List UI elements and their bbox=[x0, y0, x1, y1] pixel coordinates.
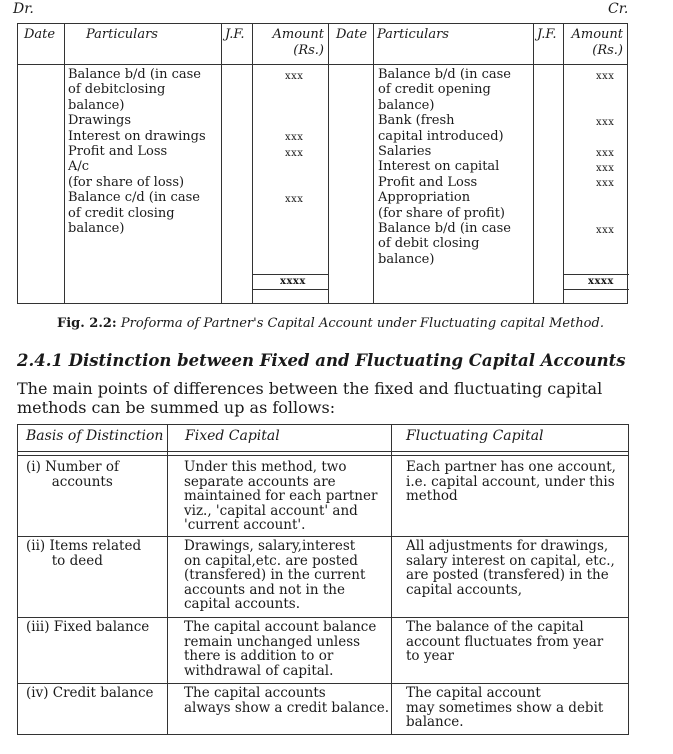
row-fixed-capital: Drawings, salary,interest on capital,etc. are posted (transfered) in the current accounts and not in the capital accounts. bbox=[184, 538, 366, 613]
row-fixed-capital: The capital account balance remain unchanged unless there is addition to or withdrawal of capital. bbox=[184, 619, 377, 679]
debit-amount: xxx bbox=[285, 148, 304, 159]
header-date-credit: Date bbox=[336, 27, 368, 42]
credit-amount: xxx bbox=[596, 117, 615, 128]
debit-total: xxxx bbox=[280, 276, 306, 287]
debit-amount: xxx bbox=[285, 71, 304, 82]
header-date-debit: Date bbox=[24, 27, 56, 42]
row-fixed-capital: Under this method, two separate accounts are maintained for each partner viz., 'capital account' and 'current account'. bbox=[184, 459, 378, 534]
header-particulars-credit: Particulars bbox=[377, 27, 449, 42]
header-jf-credit: J.F. bbox=[537, 27, 557, 42]
header-particulars-debit: Particulars bbox=[86, 27, 158, 42]
row-fluctuating-capital: The balance of the capital account fluctuates from year to year bbox=[406, 619, 604, 665]
row-basis: (i) Number of accounts bbox=[26, 459, 119, 490]
row-basis: (ii) Items related to deed bbox=[26, 538, 142, 569]
header-jf-debit: J.F. bbox=[225, 27, 245, 42]
row-basis: (iii) Fixed balance bbox=[26, 619, 150, 635]
section-intro: The main points of differences between the fixed and fluctuating capital methods can be summed up as follows: bbox=[17, 379, 603, 417]
credit-amount: xxx bbox=[596, 148, 615, 159]
row-fluctuating-capital: All adjustments for drawings, salary interest on capital, etc., are posted (transfered) in the capital accounts, bbox=[406, 538, 615, 598]
debit-particulars: Balance b/d (in case of debitclosing balance) Drawings Interest on drawings Profit and Loss A/c (for share of loss) Balance c/d (in case of credit closing balance) bbox=[68, 67, 206, 237]
credit-total: xxxx bbox=[588, 276, 614, 287]
capital-account-ledger bbox=[17, 23, 628, 304]
header-amount-credit: Amount (Rs.) bbox=[571, 27, 623, 58]
credit-label: Cr. bbox=[608, 1, 629, 17]
row-fluctuating-capital: The capital account may sometimes show a debit balance. bbox=[406, 685, 604, 731]
debit-label: Dr. bbox=[13, 1, 34, 17]
distinction-table bbox=[17, 424, 629, 735]
debit-amount: xxx bbox=[285, 132, 304, 143]
section-heading: 2.4.1 Distinction between Fixed and Fluctuating Capital Accounts bbox=[17, 351, 626, 370]
header-fixed: Fixed Capital bbox=[185, 428, 280, 444]
row-fixed-capital: The capital accounts always show a credit balance. bbox=[184, 685, 390, 716]
credit-amount: xxx bbox=[596, 178, 615, 189]
header-amount-debit: Amount (Rs.) bbox=[272, 27, 324, 58]
header-fluctuating: Fluctuating Capital bbox=[406, 428, 544, 444]
row-fluctuating-capital: Each partner has one account, i.e. capital account, under this method bbox=[406, 459, 616, 505]
credit-amount: xxx bbox=[596, 71, 615, 82]
credit-amount: xxx bbox=[596, 163, 615, 174]
debit-amount: xxx bbox=[285, 194, 304, 205]
header-basis: Basis of Distinction bbox=[26, 428, 164, 444]
credit-amount: xxx bbox=[596, 225, 615, 236]
figure-caption: Fig. 2.2: Proforma of Partner's Capital Account under Fluctuating capital Method. bbox=[57, 316, 604, 331]
credit-particulars: Balance b/d (in case of credit opening balance) Bank (fresh capital introduced) Salaries Interest on capital Profit and Loss Appropriation (for share of profit) Balance b/d (in case of debit closing balance) bbox=[378, 67, 511, 267]
header-divider bbox=[18, 64, 627, 65]
row-basis: (iv) Credit balance bbox=[26, 685, 154, 701]
